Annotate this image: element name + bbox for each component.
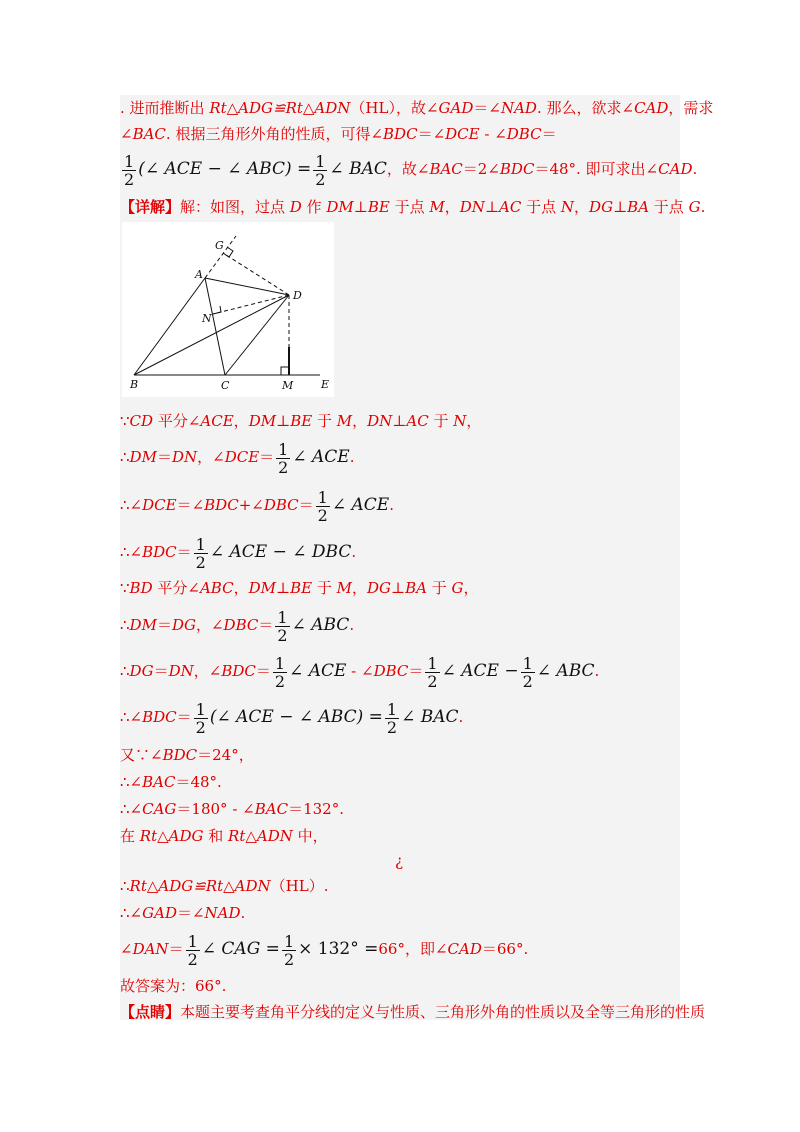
text-fragment: DBC	[373, 662, 409, 680]
text-fragment: ，	[466, 412, 482, 430]
text-fragment: ∠ CAG =	[201, 939, 280, 959]
text-fragment: 1	[124, 151, 135, 171]
text-fragment: 又∵∠	[120, 746, 163, 764]
text-line-4	[120, 197, 706, 217]
text-fragment: G	[451, 579, 464, 597]
text: .	[692, 160, 698, 178]
text: . 根据三角形外角的性质，可得∠	[165, 125, 384, 143]
text-fragment: ⊥	[276, 412, 291, 430]
text-fragment: ∴∠	[120, 904, 143, 922]
text: NAD	[500, 99, 537, 117]
text-line-8	[120, 533, 680, 571]
text-fragment: +∠	[238, 496, 264, 514]
text-fragment: Rt△ADG	[139, 827, 204, 845]
text-fragment: ACE	[200, 412, 234, 430]
text-fragment: 2	[522, 671, 533, 691]
text-fragment: ⊥	[275, 579, 291, 597]
text-fragment: BDC	[204, 496, 239, 514]
text-line-18	[120, 876, 680, 896]
text: ＝2∠	[462, 160, 500, 178]
text-fragment: 于点	[521, 198, 561, 216]
text-fragment: DM	[248, 412, 277, 430]
text-fragment: 作	[301, 198, 327, 216]
text-fragment: 1	[195, 534, 206, 554]
text: DBC	[506, 125, 542, 143]
text-fragment: DG	[589, 198, 614, 216]
text-fragment: CD	[129, 412, 154, 430]
text-fragment: NAD	[204, 904, 241, 922]
text-fragment: ∴	[120, 616, 130, 634]
text-fragment: 66°，即∠	[378, 940, 448, 958]
text-fragment: BE	[290, 412, 313, 430]
text-fragment: DCE	[224, 448, 260, 466]
line-ac	[205, 278, 225, 375]
text-fragment: 于	[312, 579, 337, 597]
text-fragment: ＝	[298, 496, 314, 514]
text-fragment: ＝180° - ∠	[176, 800, 255, 818]
text-fragment: DG	[129, 662, 154, 680]
text: DCE	[445, 125, 480, 143]
text-fragment: 于点	[649, 198, 689, 216]
text-fragment: ⊥	[391, 579, 406, 597]
text-fragment: 2	[195, 717, 206, 737]
text-fragment: 2	[274, 671, 286, 691]
text-fragment: 平分∠	[152, 579, 200, 597]
text-fragment: ＝	[168, 940, 184, 958]
text-line-12	[120, 698, 680, 736]
math-expression: ∠ BAC	[329, 159, 387, 179]
text-fragment: DM	[129, 616, 157, 634]
text-fragment: 于点	[389, 198, 430, 216]
text-fragment: 2	[315, 169, 326, 189]
text-fragment: ＝∠	[176, 904, 205, 922]
text-fragment: ∠	[120, 940, 133, 958]
label-g: G	[215, 239, 224, 252]
text-fragment: N	[453, 412, 467, 430]
text-fragment: AC	[499, 198, 522, 216]
text-fragment: N	[560, 198, 575, 216]
text-fragment: - ∠	[346, 662, 374, 680]
text-fragment: 于	[428, 412, 454, 430]
text-line-3	[120, 150, 698, 189]
fraction	[276, 441, 290, 476]
text-fragment: 2	[317, 505, 328, 525]
text-fragment: ⊥	[392, 412, 407, 430]
label-d: D	[293, 289, 302, 302]
text-line-20	[120, 930, 680, 968]
text-fragment: DN	[367, 412, 393, 430]
text-fragment: ∠ ACE	[292, 447, 350, 467]
text-fragment: 在	[120, 827, 140, 845]
text-line-15	[120, 799, 680, 819]
text: ＝∠	[473, 99, 501, 117]
text-fragment: BAC	[142, 773, 176, 791]
fraction	[313, 153, 327, 188]
fraction	[194, 701, 208, 736]
text-fragment: DM	[326, 198, 354, 216]
text-line-21	[120, 976, 680, 996]
text: ＝48°. 即可求出∠	[534, 160, 659, 178]
text-fragment: ，	[444, 198, 460, 216]
text-fragment: 1	[277, 607, 288, 627]
text: BAC	[132, 125, 166, 143]
text-fragment: (∠ ACE − ∠ ABC) =	[209, 707, 383, 727]
text-fragment: 2	[386, 717, 398, 737]
text-fragment: ⊥	[484, 198, 500, 216]
text-fragment: 平分∠	[153, 412, 201, 430]
text-line-19	[120, 903, 680, 923]
line-cd	[225, 295, 289, 375]
text: ∠	[120, 125, 133, 143]
text-fragment: ，	[233, 579, 249, 597]
fraction	[316, 489, 330, 524]
text-line-14	[120, 772, 680, 792]
text: ，故∠	[386, 160, 430, 178]
text-fragment: ＝	[408, 662, 424, 680]
text-fragment: BE	[367, 198, 390, 216]
text-fragment: 本题主要考查角平分线的定义与性质、三角形外角的性质以及全等三角形的性质	[180, 1003, 706, 1021]
text-fragment: ，	[351, 579, 367, 597]
text-fragment: 故答案为：66°.	[120, 977, 227, 995]
text-fragment: ＝24°，	[197, 746, 254, 764]
text-fragment: .	[458, 708, 464, 726]
text: BAC	[429, 160, 463, 178]
text-fragment: .	[349, 448, 355, 466]
text-fragment: 1	[283, 931, 295, 951]
text-line-1	[120, 98, 714, 118]
line-ba	[134, 278, 205, 375]
text-fragment: DM	[129, 448, 157, 466]
text-fragment: DBC	[263, 496, 299, 514]
text-fragment: BDC	[221, 662, 256, 680]
text-fragment: ，∠	[197, 448, 225, 466]
text-fragment: DCE	[142, 496, 177, 514]
text-fragment: ，	[574, 198, 590, 216]
text: . 那么，欲求∠	[536, 99, 635, 117]
text-fragment: .	[351, 543, 357, 561]
text-line-6	[120, 438, 680, 476]
text-fragment: .	[349, 616, 355, 634]
fraction	[521, 655, 535, 690]
text-fragment: ∠ BAC	[401, 707, 459, 727]
text-fragment: G	[688, 198, 701, 216]
text-line-16	[120, 826, 680, 846]
text-fragment: CAG	[142, 800, 177, 818]
text-fragment: ＝	[153, 662, 169, 680]
fraction	[275, 609, 289, 644]
text-fragment: D	[289, 198, 302, 216]
geometry-figure	[122, 222, 334, 397]
right-angle-m	[281, 367, 289, 375]
fraction	[186, 933, 200, 968]
text-fragment: 2	[283, 949, 295, 969]
text-fragment: ＝48°.	[175, 773, 222, 791]
text-fragment: BDC	[162, 746, 198, 764]
text-fragment: ＝	[259, 448, 275, 466]
text-fragment: ∵	[120, 412, 130, 430]
text-fragment: 2	[277, 625, 288, 645]
text-fragment: DBC	[223, 616, 259, 634]
text-fragment: 解：如图，过点	[180, 198, 290, 216]
text-fragment: BDC	[142, 708, 177, 726]
text-fragment: CAD	[447, 940, 482, 958]
right-angle-g	[223, 247, 233, 257]
label-b: B	[130, 378, 139, 391]
text-fragment: 1	[274, 653, 286, 673]
label-n: N	[202, 312, 212, 325]
text-fragment: 于	[426, 579, 452, 597]
text-fragment: × 132° =	[298, 939, 379, 959]
text: （HL），故∠	[350, 99, 439, 117]
text-fragment: DN	[168, 662, 194, 680]
text-fragment: ABC	[199, 579, 234, 597]
text-fragment: DN	[459, 198, 485, 216]
section-tag: 【点睛】	[120, 1003, 181, 1021]
text-fragment: ∴∠	[120, 496, 143, 514]
text-fragment: ∠ ACE	[289, 661, 347, 681]
text-fragment: ∠ ABC	[536, 661, 595, 681]
label-c: C	[221, 379, 230, 392]
text-fragment: ＝	[176, 708, 192, 726]
text: . 进而推断出	[120, 99, 210, 117]
text-fragment: 和	[203, 827, 229, 845]
text-fragment: BD	[129, 579, 153, 597]
fraction	[273, 655, 287, 690]
label-e: E	[321, 378, 330, 391]
text-fragment: ＝	[258, 616, 274, 634]
text-fragment: ＝66°.	[481, 940, 529, 958]
text-fragment: BA	[405, 579, 427, 597]
text-line-9	[120, 578, 680, 598]
text-fragment: BA	[627, 198, 650, 216]
text-fragment: 1	[317, 487, 328, 507]
text-fragment: ∴	[120, 877, 130, 895]
label-m: M	[282, 379, 294, 392]
text-fragment: ∴∠	[120, 773, 143, 791]
text: ＝	[541, 125, 557, 143]
text-fragment: ＝	[255, 662, 271, 680]
line-dn-dashed	[213, 295, 289, 314]
text-fragment: BE	[290, 579, 313, 597]
text: CAD	[658, 160, 693, 178]
text-fragment: ＝	[156, 616, 172, 634]
text-fragment: Rt△ADN	[228, 827, 293, 845]
text-fragment: DAN	[132, 940, 169, 958]
text-fragment: ，∠	[195, 616, 224, 634]
text-fragment: GAD	[142, 904, 177, 922]
text: BDC	[499, 160, 535, 178]
placeholder-glyph: ¿	[395, 852, 404, 870]
text-fragment: ∠ ABC	[291, 615, 350, 635]
text-fragment: Rt△ADG≌Rt△ADN	[129, 877, 271, 895]
text: GAD	[438, 99, 474, 117]
text-fragment: .	[240, 904, 246, 922]
text-fragment: ∴	[120, 448, 130, 466]
text-fragment: ∠ ACE −	[441, 661, 519, 681]
fraction	[385, 701, 399, 736]
text-fragment: M	[336, 579, 352, 597]
text: ＝∠	[417, 125, 446, 143]
text-fragment: 2	[187, 949, 198, 969]
text-fragment: ⊥	[613, 198, 628, 216]
text-fragment: .	[700, 198, 706, 216]
text-fragment: 2	[278, 457, 289, 477]
label-a: A	[195, 268, 203, 281]
geometry-diagram	[122, 222, 334, 397]
text-fragment: ∴∠	[120, 543, 143, 561]
text-line-22	[120, 1002, 706, 1022]
text-fragment: ，	[463, 579, 479, 597]
fraction	[425, 655, 439, 690]
text: BDC	[383, 125, 418, 143]
fraction	[122, 153, 136, 188]
text-fragment: DN	[171, 448, 198, 466]
text-line-2	[120, 124, 680, 144]
text: CAD	[634, 99, 669, 117]
text-fragment: 1	[195, 699, 206, 719]
section-tag: 【详解】	[120, 198, 181, 216]
text-fragment: ，∠	[193, 662, 222, 680]
text-fragment: ，	[233, 412, 249, 430]
text-fragment: BAC	[254, 800, 289, 818]
fraction	[194, 536, 208, 571]
text-fragment: 1	[278, 439, 289, 459]
text-fragment: ∵	[120, 579, 130, 597]
text-fragment: 中，	[292, 827, 328, 845]
text-line-13	[120, 745, 680, 765]
text-fragment: DM	[248, 579, 276, 597]
text-fragment: .	[389, 496, 394, 514]
math-expression: (∠ ACE − ∠ ABC) =	[138, 159, 312, 179]
text-fragment: DG	[367, 579, 392, 597]
text-fragment: ＝	[156, 448, 172, 466]
text-fragment: AC	[406, 412, 429, 430]
text-fragment: 2	[124, 169, 135, 189]
text-fragment: BDC	[142, 543, 177, 561]
text-fragment: 1	[427, 653, 438, 673]
text-fragment: ＝	[176, 543, 192, 561]
text-fragment: 1	[522, 653, 533, 673]
text-line-11	[120, 652, 680, 690]
text-fragment: ∠ ACE	[331, 495, 390, 515]
text-fragment: 1	[315, 151, 326, 171]
text-fragment: ⊥	[353, 198, 368, 216]
text-fragment: ，	[352, 412, 368, 430]
text-fragment: 2	[195, 552, 206, 572]
text-fragment: 2	[427, 671, 438, 691]
fraction	[282, 933, 296, 968]
line-bd	[134, 295, 289, 375]
text-fragment: ∴∠	[120, 708, 143, 726]
text-fragment: M	[429, 198, 445, 216]
text-fragment: 1	[386, 699, 398, 719]
text: - ∠	[479, 125, 507, 143]
text-fragment: ∴∠	[120, 800, 143, 818]
text-line-5	[120, 411, 680, 431]
text-fragment: .	[594, 662, 600, 680]
text-fragment: ∠ ACE − ∠ DBC	[209, 542, 352, 562]
text-fragment: M	[336, 412, 353, 430]
text-fragment: 1	[187, 931, 198, 951]
text-line-7	[120, 486, 680, 524]
right-angle-n	[213, 306, 221, 314]
text-fragment: ＝132°.	[288, 800, 344, 818]
text-line-10	[120, 606, 680, 644]
text: ，需求	[668, 99, 714, 117]
text-fragment: ∴	[120, 662, 130, 680]
text-fragment: DG	[171, 616, 196, 634]
text-fragment: ＝∠	[176, 496, 205, 514]
text: Rt△ADG≌Rt△ADN	[209, 99, 351, 117]
text-fragment: 于	[312, 412, 337, 430]
text-fragment: （HL）.	[270, 877, 329, 895]
